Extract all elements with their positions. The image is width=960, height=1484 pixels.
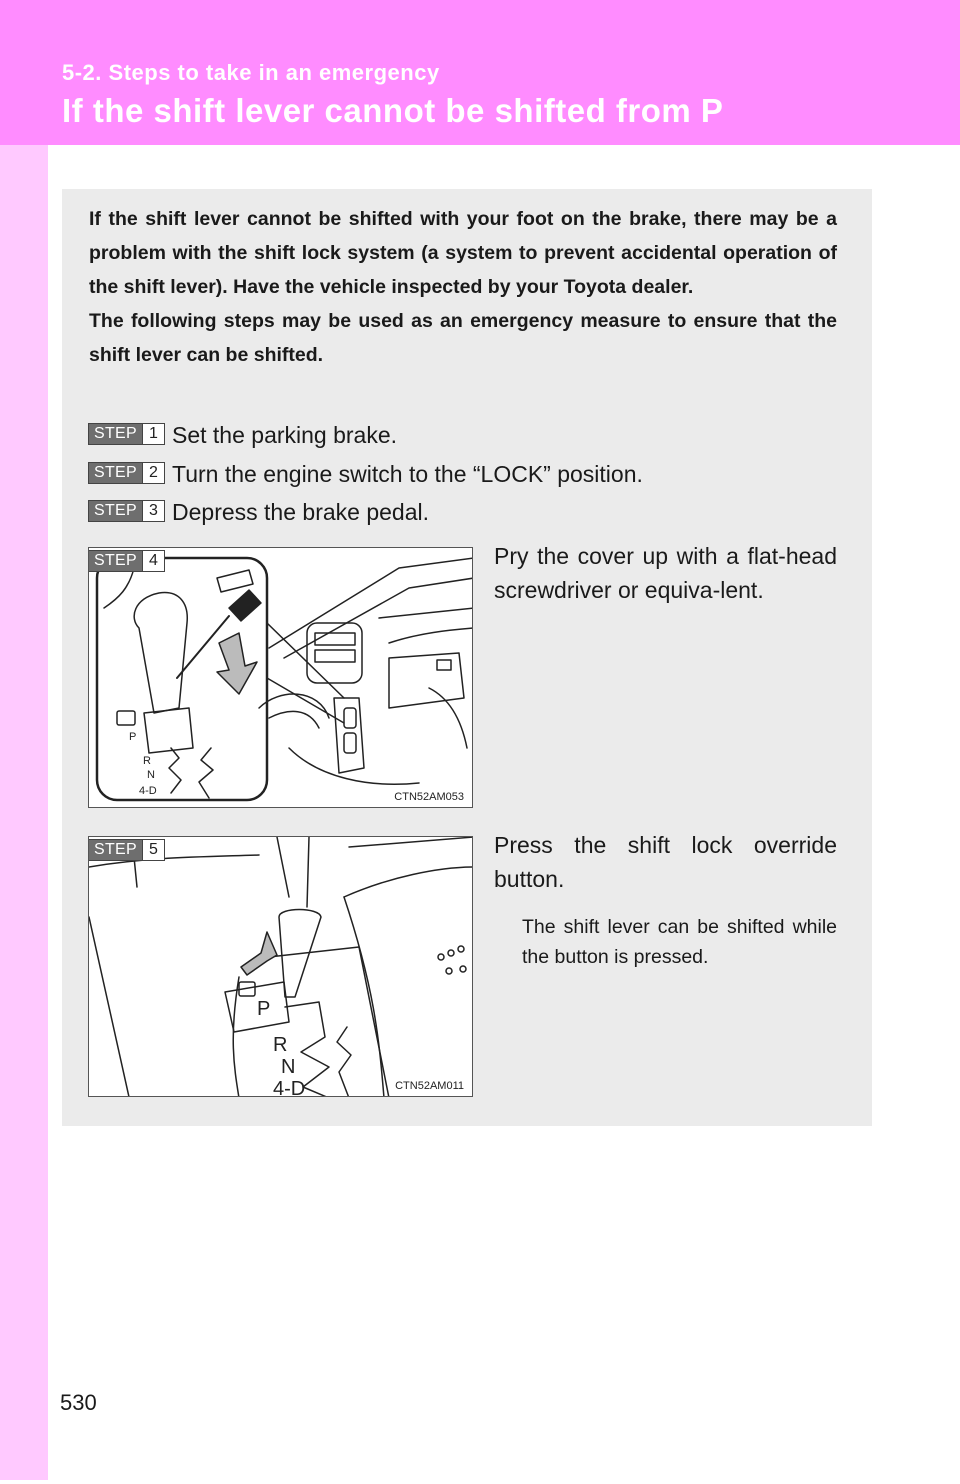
step-4-badge: STEP 4 xyxy=(88,550,165,572)
intro-text xyxy=(89,202,837,372)
fig2-gear-n: N xyxy=(281,1056,296,1078)
fig1-gear-d: 4-D xyxy=(139,785,157,797)
fig1-gear-n: N xyxy=(147,769,155,781)
override-button-illustration xyxy=(89,837,473,1097)
fig2-gear-r: R xyxy=(273,1034,288,1056)
step-4-text: Pry the cover up with a flat-head screwdriver or equiva-lent. xyxy=(494,543,837,603)
intro-paragraph-2: The following steps may be used as an emergency measure to ensure that the shift lever can be shifted. xyxy=(89,310,837,366)
section-label: 5-2. Steps to take in an emergency xyxy=(62,60,440,85)
pry-cover-illustration xyxy=(89,548,473,808)
step-5-note: The shift lever can be shifted while the button is pressed. xyxy=(522,916,837,968)
fig2-gear-d: 4-D xyxy=(273,1078,306,1097)
left-margin-strip xyxy=(0,145,48,1480)
step-1-text: Set the parking brake. xyxy=(172,422,398,448)
step-1-badge: STEP 1 xyxy=(88,423,165,445)
intro-paragraph-1: If the shift lever cannot be shifted with your foot on the brake, there may be a problem with the shift lock system (a system to prevent accidental operation of the shift lever). Have the vehicle inspected by your Toyota dealer. xyxy=(89,208,837,298)
figure-override-button xyxy=(88,836,473,1097)
page-title: If the shift lever cannot be shifted from P xyxy=(62,92,724,129)
page-number: 530 xyxy=(60,1390,97,1415)
figure-2-code: CTN52AM011 xyxy=(395,1080,464,1092)
figure-pry-cover xyxy=(88,547,473,808)
step-2-badge: STEP 2 xyxy=(88,462,165,484)
step-2-text: Turn the engine switch to the “LOCK” position. xyxy=(172,461,643,487)
step-5-badge: STEP 5 xyxy=(88,839,165,861)
step-3-badge: STEP 3 xyxy=(88,500,165,522)
figure-1-code: CTN52AM053 xyxy=(394,791,464,803)
fig1-gear-p: P xyxy=(129,731,137,743)
step-3-text: Depress the brake pedal. xyxy=(172,499,429,525)
fig2-gear-p: P xyxy=(257,998,271,1020)
fig1-gear-r: R xyxy=(143,755,151,767)
step-5-text: Press the shift lock override button. xyxy=(494,832,837,892)
